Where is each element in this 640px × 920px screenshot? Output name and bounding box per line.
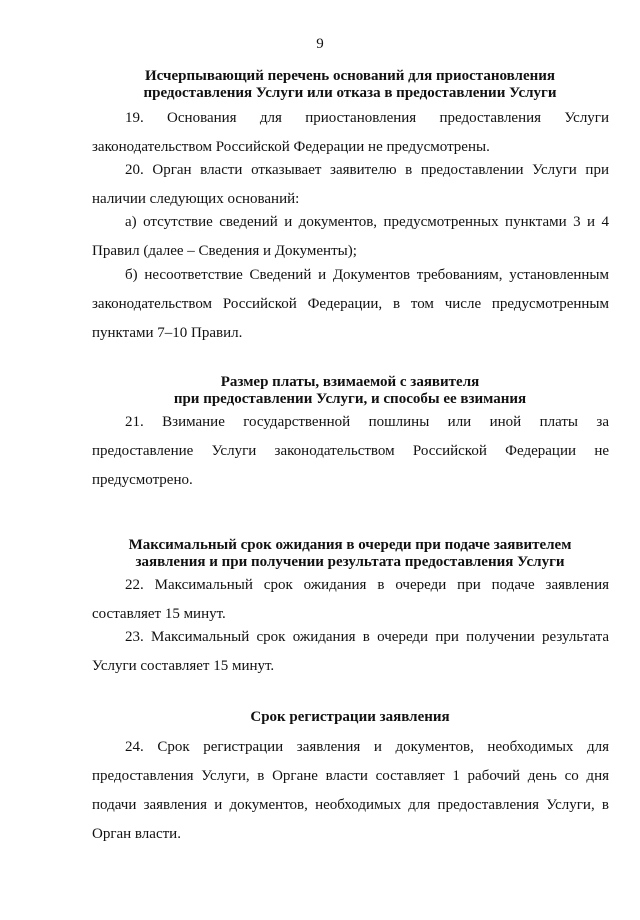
heading-line: предоставления Услуги или отказа в предоставлении Услуги bbox=[143, 85, 557, 101]
section-heading-suspension-refusal bbox=[90, 68, 610, 102]
section-heading-registration-time bbox=[90, 709, 610, 726]
section-heading-queue-time bbox=[90, 537, 610, 571]
heading-line: Срок регистрации заявления bbox=[250, 709, 450, 725]
heading-line: при предоставлении Услуги, и способы ее взимания bbox=[173, 391, 527, 407]
paragraph-20: 20. Орган власти отказывает заявителю в предоставлении Услуги при наличии следующих оснований: bbox=[92, 162, 609, 207]
paragraph-20b: б) несоответствие Сведений и Документов требованиям, установленным законодательством Российской Федерации, в том числе предусмотренным пунктами 7–10 Правил. bbox=[92, 267, 609, 341]
heading-line: Исчерпывающий перечень оснований для приостановления bbox=[144, 68, 556, 84]
section-heading-fee bbox=[90, 374, 610, 408]
heading-line: заявления и при получении результата предоставления Услуги bbox=[135, 554, 565, 570]
paragraph-24: 24. Срок регистрации заявления и документов, необходимых для предоставления Услуги, в Органе власти составляет 1 рабочий день со дня подачи заявления и документов, необходимых для предоставления Услуги, в Орган власти. bbox=[92, 739, 609, 842]
paragraph-22: 22. Максимальный срок ожидания в очереди при подаче заявления составляет 15 минут. bbox=[92, 577, 609, 622]
paragraph-19: 19. Основания для приостановления предоставления Услуги законодательством Российской Федерации не предусмотрены. bbox=[92, 110, 609, 155]
heading-line: Размер платы, взимаемой с заявителя bbox=[220, 374, 480, 390]
paragraph-23: 23. Максимальный срок ожидания в очереди при получении результата Услуги составляет 15 минут. bbox=[92, 629, 609, 674]
heading-line: Максимальный срок ожидания в очереди при подаче заявителем bbox=[128, 537, 572, 553]
page-number: 9 bbox=[316, 36, 324, 52]
paragraph-21: 21. Взимание государственной пошлины или иной платы за предоставление Услуги законодательством Российской Федерации не предусмотрено. bbox=[92, 414, 609, 488]
paragraph-20a: а) отсутствие сведений и документов, предусмотренных пунктами 3 и 4 Правил (далее – Сведения и Документы); bbox=[92, 214, 609, 259]
